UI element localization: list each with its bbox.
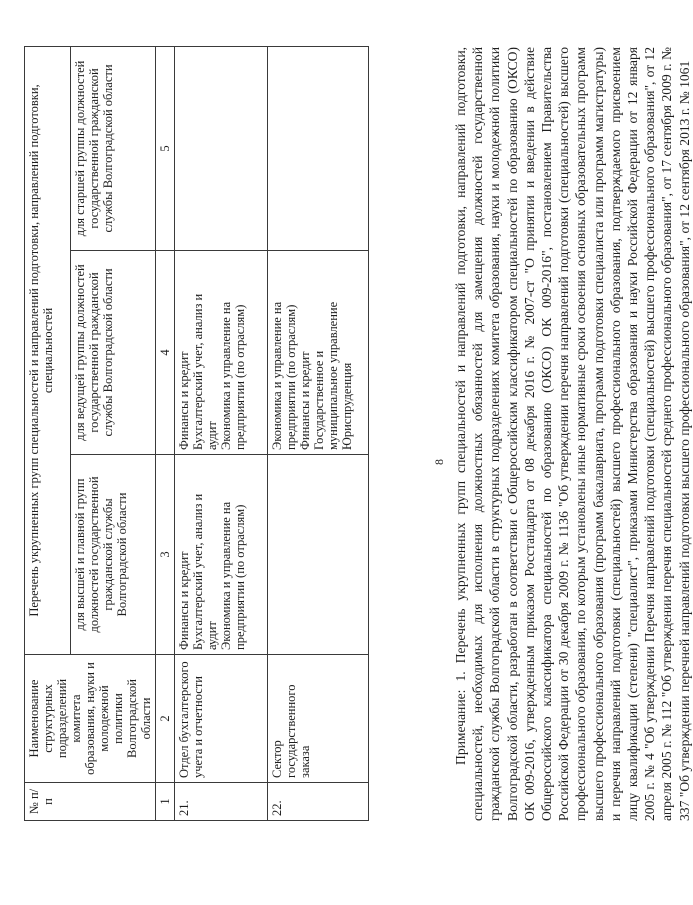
- subheader-high: для высшей и главной групп должностей государственной гражданской службы Волгоградской области: [70, 455, 155, 655]
- list-item: Государственное и: [312, 350, 326, 450]
- page-number: 8: [432, 459, 446, 465]
- table-header-row: [25, 46, 71, 820]
- list-item: Экономика и управление на: [270, 301, 284, 450]
- list-item: Юриспруденция: [340, 362, 354, 450]
- row-senior-list: [175, 46, 268, 250]
- column-number-row: [156, 46, 175, 820]
- col-number: 1: [156, 783, 175, 821]
- row-dept-name: Сектор государственного заказа: [268, 655, 369, 783]
- header-group-title: Перечень укрупненных групп специальностей и направлений подготовки, направлений подготовки, специальностей: [25, 46, 71, 654]
- list-item: аудит: [205, 421, 219, 450]
- col-number: 4: [156, 251, 175, 455]
- row-lead-list: [175, 251, 268, 455]
- row-num: 21.: [175, 783, 268, 821]
- list-item: Экономика и управление на: [219, 501, 233, 650]
- specialties-table: [24, 46, 369, 821]
- row-high-list: [268, 455, 369, 655]
- list-item: Бухгалтерский учет, анализ и: [191, 293, 205, 450]
- list-item: предприятии (по отраслям): [233, 304, 247, 450]
- row-senior-list: [268, 46, 369, 250]
- subheader-lead: для ведущей группы должностей государственной гражданской службы Волгоградской области: [70, 251, 155, 455]
- table-row: [175, 46, 268, 820]
- footnote: [452, 47, 693, 821]
- col-number: 5: [156, 46, 175, 250]
- header-name: Наименование структурных подразделений комитета образования, науки и молодежной политики Волгоградской области: [25, 655, 156, 783]
- list-item: аудит: [205, 621, 219, 650]
- footnote-text: Примечание: 1. Перечень укрупненных групп специальностей и направлений подготовки, направлений подготовки, специальностей, необходимых для исполнения должностных обязанностей для замещения должностей государственной гражданской службы Волгоградской области в структурных подразделениях комитета образования, науки и молодежной политики Волгоградской области, разработан в соответствии с Общероссийским классификатором специальностей по образованию (ОКСО) ОК 009-2016, утвержденным приказом Росстандарта от 08 декабря 2016 г. № 2007-ст "О принятии и введении в действие Общероссийского классификатора специальностей по образованию (ОКСО) ОК 009-2016", постановлением Правительства Российской Федерации от 30 декабря 2009 г. № 1136 "Об утверждении перечня направлений подготовки (специальностей) высшего профессионального образования, по которым установлены иные нормативные сроки освоения основных образовательных программ высшего профессионального образования (программ бакалавриата, программ подготовки специалиста или программ магистратуры) и перечня направлений подготовки (специальностей) высшего профессионального образования, подтверждаемого присвоением лицу квалификации (степени) "специалист", приказами Министерства образования и науки Российской Федерации от 12 января 2005 г. № 4 "Об утверждении Перечня направлений подготовки (специальностей) высшего профессионального образования", от 12 апреля 2005 г. № 112 "Об утверждении перечня специальностей среднего профессионального образования", от 17 сентября 2009 г. № 337 "Об утверждении перечней направлений подготовки высшего профессионального образования", от 12 сентября 2013 г. № 1061: [453, 47, 692, 821]
- table-row: [268, 46, 369, 820]
- list-item: муниципальное управление: [326, 301, 340, 450]
- row-high-list: [175, 455, 268, 655]
- row-num: 22.: [268, 783, 369, 821]
- list-item: Экономика и управление на: [219, 301, 233, 450]
- list-item: предприятии (по отраслям): [284, 304, 298, 450]
- col-number: 2: [156, 655, 175, 783]
- list-item: Финансы и кредит: [177, 351, 191, 450]
- subheader-senior: для старшей группы должностей государственной гражданской службы Волгоградской области: [70, 46, 155, 250]
- header-num: № п/п: [25, 783, 156, 821]
- row-lead-list: [268, 251, 369, 455]
- list-item: Бухгалтерский учет, анализ и: [191, 493, 205, 650]
- row-dept-name: Отдел бухгалтерского учета и отчетности: [175, 655, 268, 783]
- list-item: предприятии (по отраслям): [233, 504, 247, 650]
- list-item: Финансы и кредит: [177, 551, 191, 650]
- col-number: 3: [156, 455, 175, 655]
- list-item: Финансы и кредит: [298, 351, 312, 450]
